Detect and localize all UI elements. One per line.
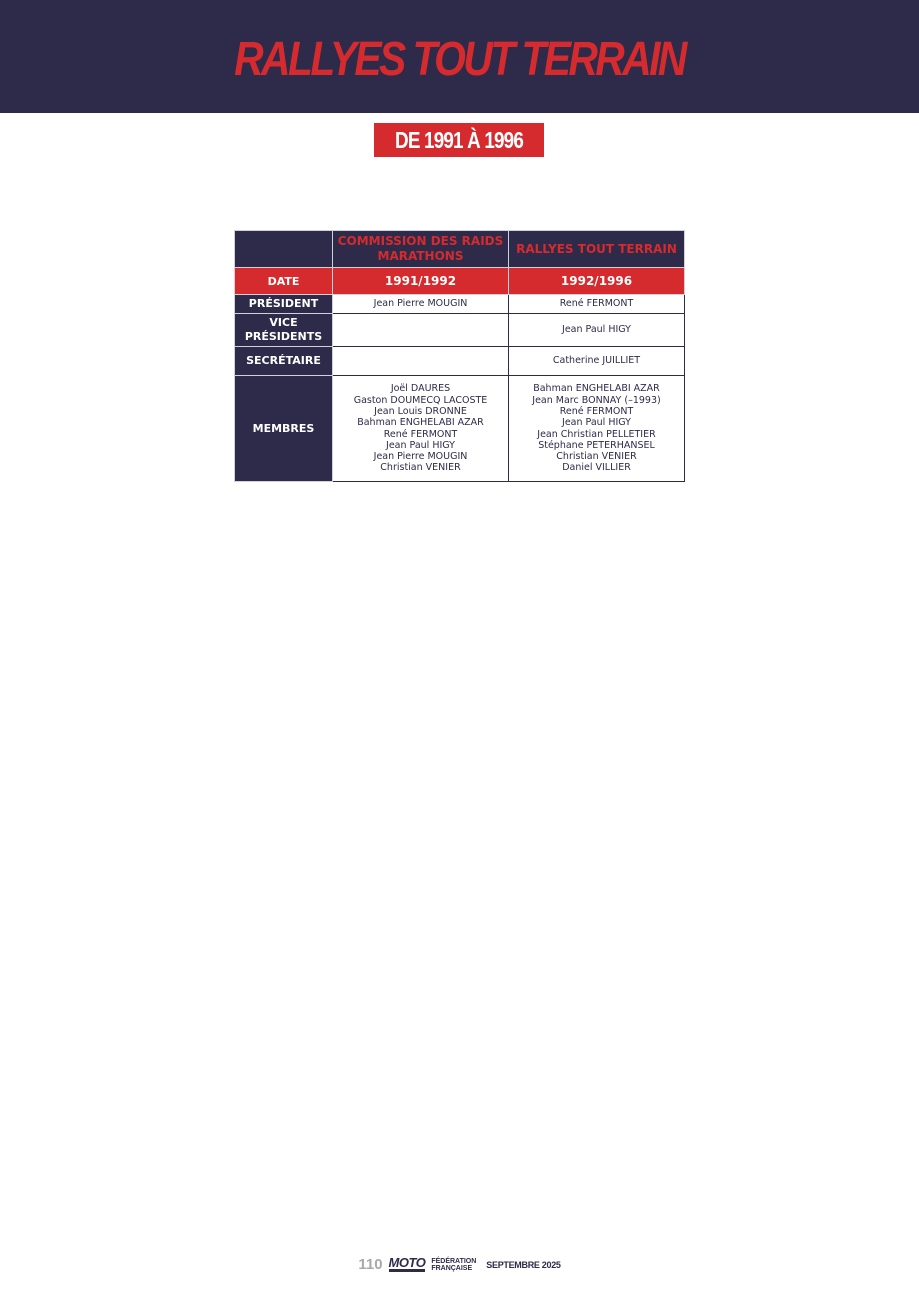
- member-name: Jean Marc BONNAY (–1993): [532, 394, 661, 406]
- header-corner-cell: [235, 231, 333, 268]
- member-name: Jean Paul HIGY: [386, 439, 455, 451]
- secretary-row: [235, 347, 685, 376]
- member-name: Gaston DOUMECQ LACOSTE: [353, 394, 488, 406]
- edition-date: SEPTEMBRE 2025: [486, 1259, 561, 1270]
- member-name: Joël DAURES: [390, 383, 451, 395]
- member-name: Jean Louis DRONNE: [374, 405, 467, 417]
- vice-label-line2: PRÉSIDENTS: [244, 330, 323, 343]
- period-label: DE 1991 À 1996: [395, 127, 523, 153]
- federation-name: [431, 1258, 476, 1272]
- member-name: René FERMONT: [559, 405, 634, 417]
- member-name: Stéphane PETERHANSEL: [538, 439, 655, 451]
- column-title-2: RALLYES TOUT TERRAIN: [509, 231, 685, 268]
- federation-line1: FÉDÉRATION: [431, 1257, 477, 1265]
- president-row: [235, 295, 685, 314]
- date-cell-2: 1992/1996: [509, 268, 685, 295]
- page-footer: [0, 1254, 919, 1276]
- member-name: Christian VENIER: [380, 462, 461, 474]
- member-name: Jean Paul HIGY: [562, 417, 631, 429]
- member-name: Christian VENIER: [556, 451, 637, 463]
- vice-presidents-cell-1: [333, 314, 509, 347]
- member-name: Daniel VILLIER: [562, 462, 631, 474]
- column-title-1: COMMISSION DES RAIDS MARATHONS: [333, 231, 509, 268]
- members-label: MEMBRES: [235, 376, 333, 482]
- vice-presidents-row: [235, 314, 685, 347]
- federation-line2: FRANÇAISE: [431, 1264, 473, 1272]
- members-row: [235, 376, 685, 482]
- members-cell-1: [333, 376, 509, 482]
- date-row: [235, 268, 685, 295]
- page-number: 110: [358, 1256, 383, 1273]
- period-badge: [374, 123, 544, 157]
- member-name: Jean Pierre MOUGIN: [373, 451, 468, 463]
- member-name: Bahman ENGHELABI AZAR: [533, 383, 660, 395]
- date-cell-1: 1991/1992: [333, 268, 509, 295]
- date-label: DATE: [235, 268, 333, 295]
- moto-logo-icon: MOTO: [388, 1255, 426, 1270]
- table-header-row: [235, 231, 685, 268]
- secretary-label: SECRÉTAIRE: [235, 347, 333, 376]
- president-cell-1: Jean Pierre MOUGIN: [333, 295, 509, 314]
- members-cell-2: [509, 376, 685, 482]
- member-name: Jean Christian PELLETIER: [537, 428, 656, 440]
- vice-presidents-label: [235, 314, 333, 347]
- vice-presidents-cell-2: Jean Paul HIGY: [509, 314, 685, 347]
- member-name: René FERMONT: [383, 428, 458, 440]
- page-title: RALLYES TOUT TERRAIN: [234, 33, 685, 86]
- president-cell-2: René FERMONT: [509, 295, 685, 314]
- president-label: PRÉSIDENT: [235, 295, 333, 314]
- secretary-cell-2: Catherine JUILLIET: [509, 347, 685, 376]
- member-name: Bahman ENGHELABI AZAR: [357, 417, 484, 429]
- header-banner: [0, 0, 919, 113]
- secretary-cell-1: [333, 347, 509, 376]
- committee-table: [234, 230, 685, 482]
- vice-label-line1: VICE: [269, 316, 298, 329]
